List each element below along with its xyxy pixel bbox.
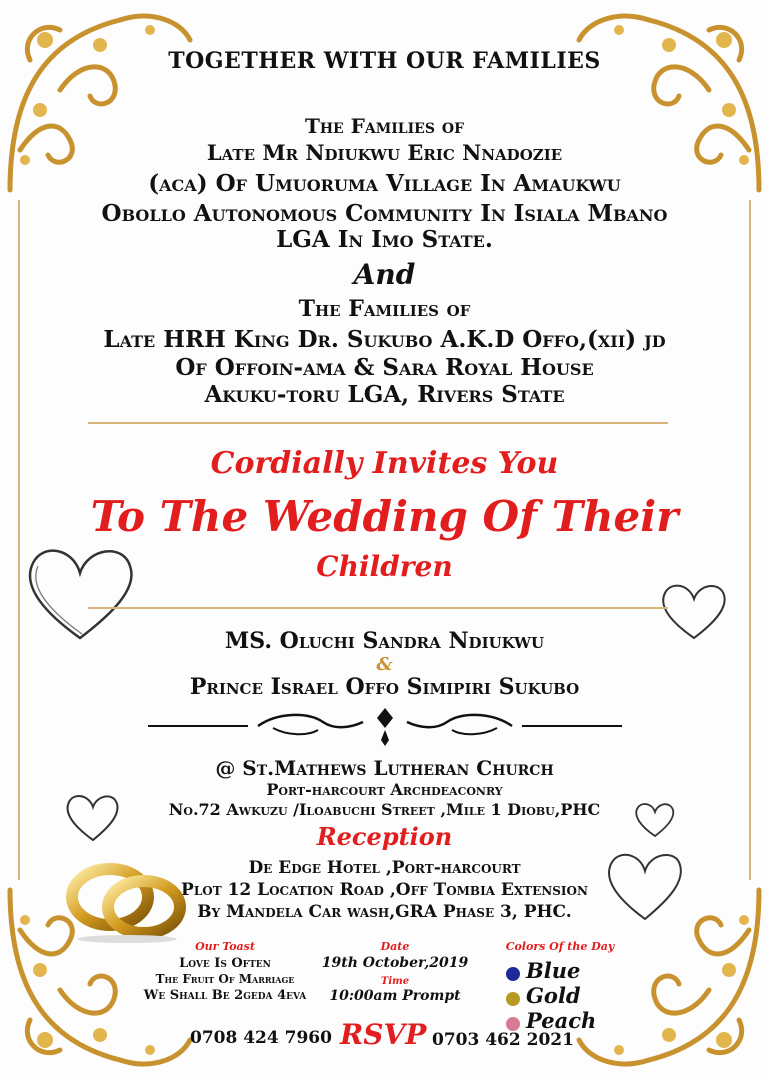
date-title: Date [380, 940, 410, 953]
ampersand: & [376, 654, 393, 675]
reception-title: Reception [316, 822, 453, 851]
reception-line3: By Mandela Car wash,GRA Phase 3, PHC. [197, 902, 572, 922]
time-value: 10:00am Prompt [329, 988, 461, 1004]
invite-line3: Children [316, 550, 453, 583]
divider-line-2 [88, 607, 668, 609]
color-name: Blue [526, 958, 581, 983]
header-title: TOGETHER WITH OUR FAMILIES [168, 48, 601, 74]
bride-name: MS. Oluchi Sandra Ndiukwu [224, 628, 545, 654]
rsvp-phone-2: 0703 462 2021 [432, 1030, 574, 1050]
time-title: Time [380, 976, 410, 987]
color-item [506, 983, 596, 1008]
reception-line1: De Edge Hotel ,Port-harcourt [248, 858, 521, 878]
toast-line3: We Shall Be 2geda 4eva [143, 988, 307, 1003]
divider-line-1 [88, 422, 668, 424]
color-dot [506, 967, 520, 981]
toast-line2: The Fruit Of Marriage [155, 972, 295, 986]
groom-name: Prince Israel Offo Simipiri Sukubo [189, 674, 580, 700]
date-value: 19th October,2019 [321, 955, 469, 971]
color-dot [506, 992, 520, 1006]
family1-line3: Obollo Autonomous Community In Isiala Mbano [101, 200, 668, 227]
toast-title: Our Toast [195, 940, 255, 953]
church-line3: No.72 Awkuzu /Iloabuchi Street ,Mile 1 Diobu,PHC [168, 800, 601, 819]
family1-intro: The Families of [304, 114, 465, 138]
color-dot [506, 1017, 520, 1031]
flourish-divider [148, 704, 622, 748]
colors-list [506, 958, 596, 1033]
family2-line1: Late HRH King Dr. Sukubo A.K.D Offo,(xii) jd [103, 326, 666, 353]
color-item [506, 958, 596, 983]
family1-line1: Late Mr Ndiukwu Eric Nnadozie [206, 140, 563, 165]
wedding-rings-icon [62, 855, 192, 945]
family2-intro: The Families of [298, 296, 471, 322]
family2-line3: Akuku-toru LGA, Rivers State [204, 381, 565, 408]
rsvp-label: RSVP [340, 1018, 427, 1051]
invite-line1: Cordially Invites You [210, 446, 559, 481]
church-line2: Port-harcourt Archdeaconry [266, 780, 503, 799]
invite-line2: To The Wedding Of Their [90, 492, 679, 541]
toast-line1: Love Is Often [179, 956, 271, 971]
family1-line2: (aca) Of Umuoruma Village In Amaukwu [148, 170, 621, 197]
rsvp-phone-1: 0708 424 7960 [190, 1028, 332, 1048]
church-line1: @ St.Mathews Lutheran Church [215, 756, 554, 780]
reception-line2: Plot 12 Location Road ,Off Tombia Extension [181, 880, 588, 900]
and-text: And [353, 258, 416, 291]
family2-line2: Of Offoin-ama & Sara Royal House [175, 354, 594, 381]
color-name: Gold [526, 983, 581, 1008]
color-name: Peach [526, 1008, 597, 1033]
family1-line4: LGA In Imo State. [276, 226, 493, 253]
colors-title: Colors Of the Day [505, 940, 615, 953]
